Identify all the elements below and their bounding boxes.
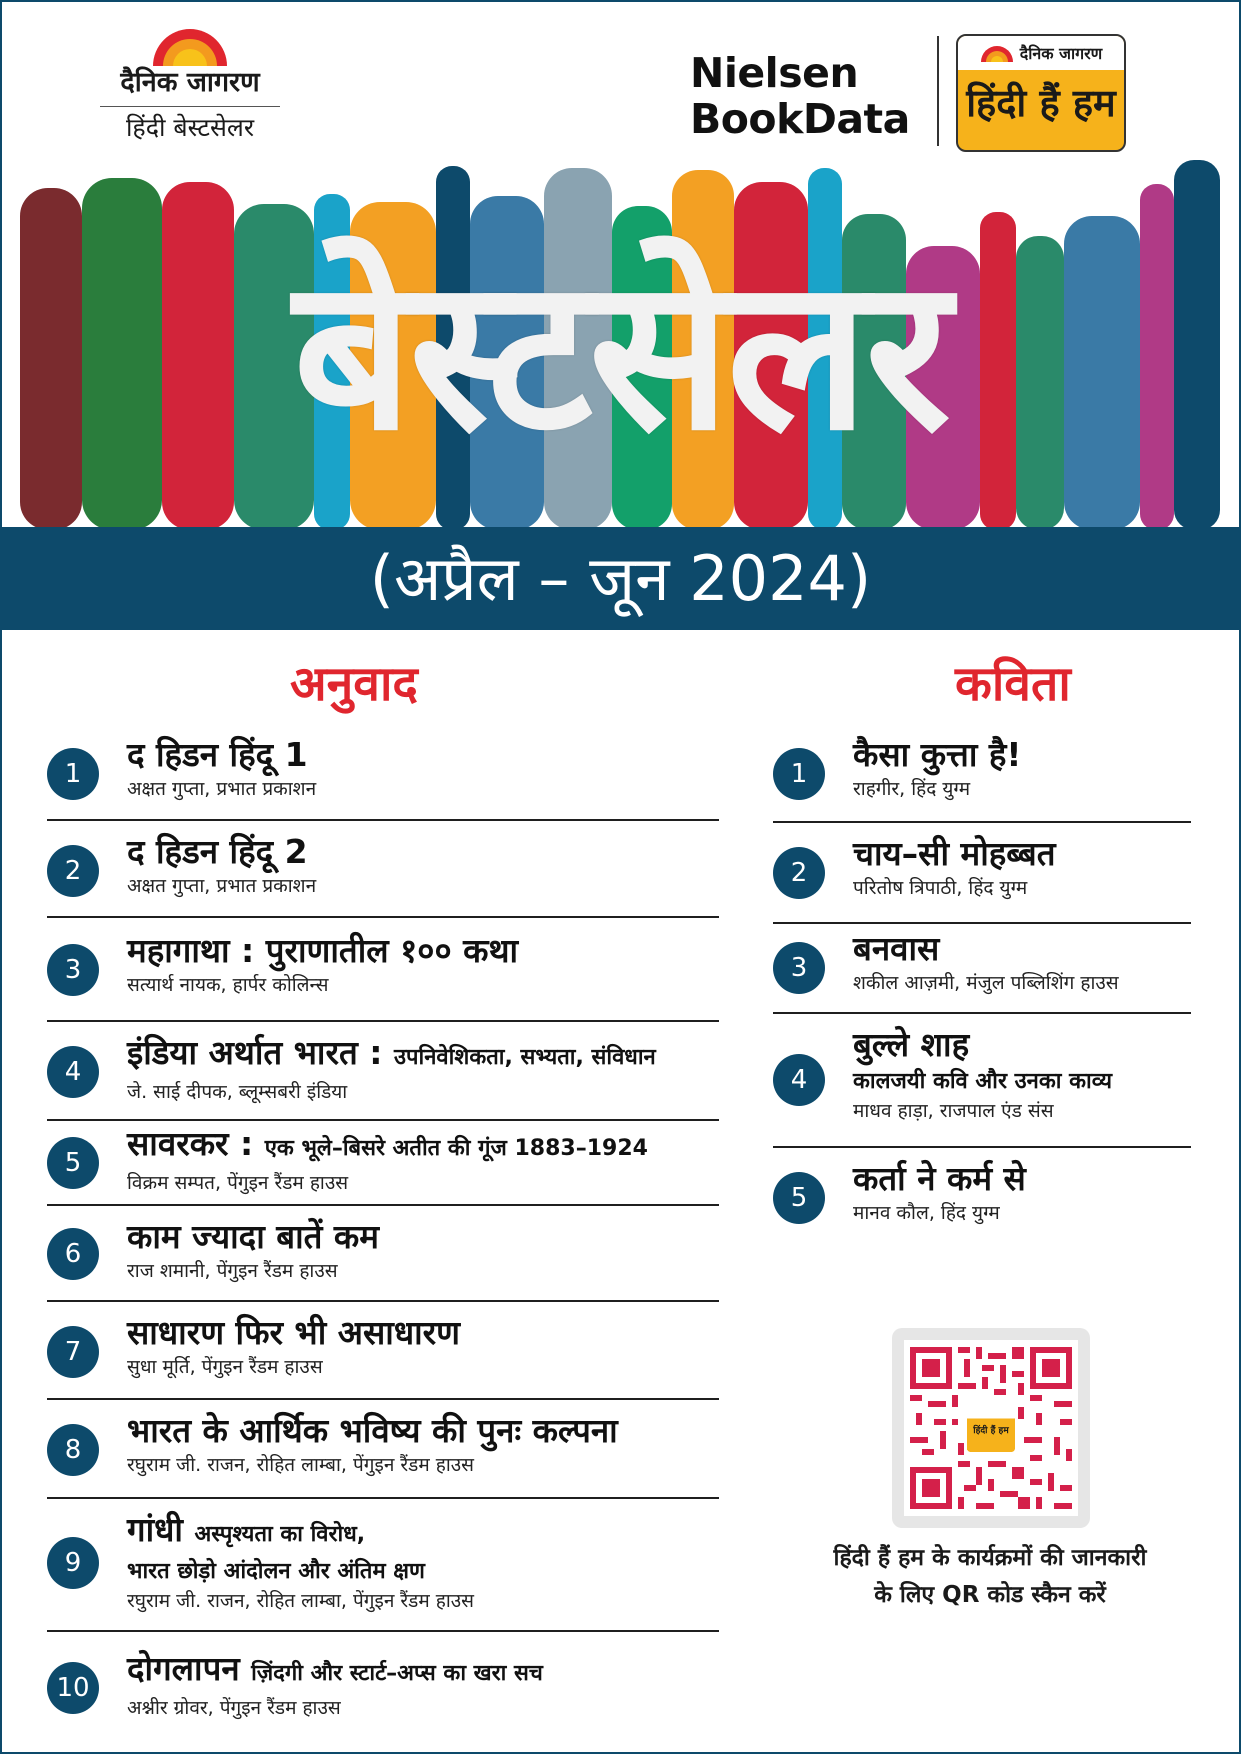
item-text: [127, 734, 719, 802]
item-text: [127, 1509, 719, 1614]
header-divider: [937, 36, 939, 146]
book-title: बनवास: [853, 929, 940, 968]
book-author: शकील आज़मी, मंजुल पब्लिशिंग हाउस: [853, 972, 1119, 994]
brand-name: दैनिक जागरण: [120, 67, 260, 98]
brand-subtitle: हिंदी बेस्टसेलर: [125, 113, 255, 142]
qr-caption-line2: के लिए QR कोड स्कैन करें: [874, 1582, 1106, 1608]
nielsen-bookdata-logo: [690, 50, 935, 142]
item-text: [853, 833, 1191, 901]
book-title: [127, 1509, 719, 1556]
badge-brand: दैनिक जागरण: [1019, 44, 1103, 63]
book-author: रघुराम जी. राजन, रोहित लाम्बा, पेंगुइन रैंडम हाउस: [127, 1454, 475, 1476]
nielsen-line1: Nielsen: [690, 49, 859, 97]
list-item: [47, 1302, 719, 1400]
book-subtitle: कालजयी कवि और उनका काव्य: [853, 1069, 1112, 1094]
list-item: [773, 823, 1191, 924]
book-title: द हिडन हिंदू 2: [127, 832, 308, 871]
book-author: अक्षत गुप्ता, प्रभात प्रकाशन: [127, 875, 317, 897]
book-spine: [1174, 160, 1220, 530]
list-item: [47, 918, 719, 1022]
item-text: [127, 930, 719, 998]
sun-logo-icon: [980, 44, 1014, 62]
item-text: [127, 1123, 719, 1196]
list-item: [773, 1014, 1191, 1148]
book-author: अक्षत गुप्ता, प्रभात प्रकाशन: [127, 778, 317, 800]
rank-badge: 5: [773, 1172, 825, 1224]
book-title: साधारण फिर भी असाधारण: [127, 1313, 461, 1352]
book-spine: [82, 178, 162, 530]
title-main: सावरकर :: [127, 1124, 254, 1163]
qr-caption: [770, 1540, 1210, 1614]
rank-badge: 5: [47, 1137, 99, 1189]
book-title: कैसा कुत्ता है!: [853, 735, 1022, 774]
book-author: परितोष त्रिपाठी, हिंद युग्म: [853, 877, 1028, 899]
rank-badge: 3: [47, 944, 99, 996]
rank-badge: 10: [47, 1662, 99, 1714]
qr-caption-line1: हिंदी हैं हम के कार्यक्रमों की जानकारी: [833, 1545, 1147, 1571]
item-text: [127, 1032, 719, 1105]
badge-title: हिंदी हैं हम: [966, 81, 1116, 125]
rank-badge: 3: [773, 942, 825, 994]
item-text: [853, 734, 1191, 802]
item-text: [127, 831, 719, 899]
book-title: [127, 1648, 719, 1695]
list-item: [47, 1206, 719, 1302]
title-sub: उपनिवेशिकता, सभ्यता, संविधान: [393, 1045, 656, 1070]
hindi-hain-hum-badge: [956, 34, 1126, 152]
book-author: सुधा मूर्ति, पेंगुइन रैंडम हाउस: [127, 1356, 323, 1378]
item-text: [127, 1216, 719, 1284]
rank-badge: 4: [773, 1054, 825, 1106]
book-author: राहगीर, हिंद युग्म: [853, 778, 971, 800]
title-main: गांधी: [127, 1510, 183, 1549]
sun-logo-icon: [147, 22, 233, 66]
item-text: [127, 1410, 719, 1478]
list-item: [773, 1148, 1191, 1244]
badge-top: [958, 36, 1124, 70]
list-item: [773, 724, 1191, 823]
book-author: राज शमानी, पेंगुइन रैंडम हाउस: [127, 1260, 338, 1282]
banner-title: बेस्टसेलर: [293, 232, 947, 477]
book-author: अश्नीर ग्रोवर, पेंगुइन रैंडम हाउस: [127, 1697, 341, 1719]
list-item: [47, 1022, 719, 1121]
book-author: मानव कौल, हिंद युग्म: [853, 1202, 1000, 1224]
book-author: विक्रम सम्पत, पेंगुइन रैंडम हाउस: [127, 1172, 349, 1194]
dainik-jagran-logo: [100, 22, 280, 145]
book-spine: [1140, 184, 1174, 530]
book-title: भारत के आर्थिक भविष्य की पुनः कल्पना: [127, 1411, 618, 1450]
rank-badge: 6: [47, 1228, 99, 1280]
rank-badge: 1: [773, 748, 825, 800]
rank-badge: 8: [47, 1424, 99, 1476]
list-item: [773, 924, 1191, 1014]
book-title: बुल्ले शाह: [853, 1025, 970, 1064]
brand-divider: [100, 106, 280, 107]
book-author: सत्यार्थ नायक, हार्पर कोलिन्स: [127, 974, 329, 996]
rank-badge: 2: [773, 847, 825, 899]
book-title: काम ज्यादा बातें कम: [127, 1217, 380, 1256]
rank-badge: 4: [47, 1046, 99, 1098]
book-title: द हिडन हिंदू 1: [127, 735, 308, 774]
list-item: [47, 1121, 719, 1206]
item-text: [127, 1648, 719, 1721]
list-item: [47, 821, 719, 918]
item-text: [853, 1158, 1191, 1226]
rank-badge: 2: [47, 845, 99, 897]
qr-badge-label: हिंदी हैं हम: [973, 1426, 1009, 1436]
title-sub: एक भूले–बिसरे अतीत की गूंज 1883–1924: [264, 1136, 648, 1161]
list-item: [47, 1400, 719, 1499]
book-title: कर्ता ने कर्म से: [853, 1159, 1026, 1198]
book-author: माधव हाड़ा, राजपाल एंड संस: [853, 1100, 1054, 1122]
period-band: (अप्रैल – जून 2024): [2, 527, 1239, 630]
rank-badge: 1: [47, 748, 99, 800]
nielsen-line2: BookData: [690, 95, 910, 143]
title-main: इंडिया अर्थात भारत :: [127, 1033, 383, 1072]
translation-list: [47, 724, 719, 1724]
title-main: दोगलापन: [127, 1649, 240, 1688]
book-title: [127, 1123, 719, 1170]
list-item: [47, 724, 719, 821]
title-sub: अस्पृश्यता का विरोध,: [194, 1522, 366, 1547]
poetry-heading: कविता: [955, 656, 1071, 712]
book-title: महागाथा : पुराणातील १०० कथा: [127, 931, 519, 970]
list-item: [47, 1632, 719, 1722]
item-text: [853, 928, 1191, 996]
book-author: रघुराम जी. राजन, रोहित लाम्बा, पेंगुइन रैंडम हाउस: [127, 1590, 475, 1612]
poetry-list: [773, 724, 1191, 1244]
book-title: चाय–सी मोहब्बत: [853, 834, 1056, 873]
book-spine: [20, 188, 82, 530]
item-text: [127, 1312, 719, 1380]
list-item: [47, 1499, 719, 1632]
rank-badge: 9: [47, 1537, 99, 1589]
title-sub: ज़िंदगी और स्टार्ट–अप्स का खरा सच: [251, 1661, 543, 1686]
book-subtitle: भारत छोड़ो आंदोलन और अंतिम क्षण: [127, 1559, 425, 1584]
book-author: जे. साई दीपक, ब्लूम्सबरी इंडिया: [127, 1081, 348, 1103]
translation-heading: अनुवाद: [290, 656, 418, 712]
book-title: [127, 1032, 719, 1079]
item-text: [853, 1024, 1191, 1124]
rank-badge: 7: [47, 1326, 99, 1378]
